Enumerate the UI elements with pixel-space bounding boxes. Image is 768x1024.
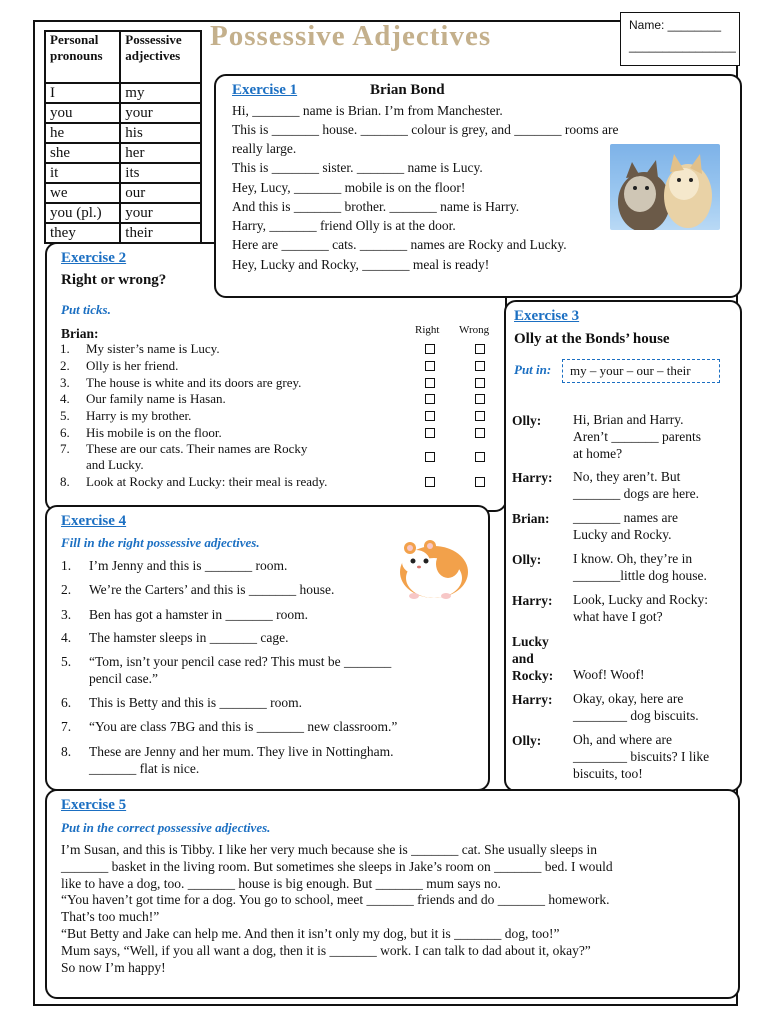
exercise-4-instruction: Fill in the right possessive adjectives.: [61, 535, 260, 550]
dialogue-line: Lucky and Rocky.: [573, 527, 672, 542]
speaker-label: Olly:: [512, 552, 542, 567]
table-header-personal: Personal pronouns: [45, 31, 120, 83]
exercise-4-sentence: Ben has got a hamster in _______ room.: [89, 607, 308, 622]
exercise-4-sentence: _______ flat is nice.: [89, 761, 200, 776]
name-label: Name: ________: [629, 18, 722, 32]
table-cell: you (pl.): [45, 203, 120, 223]
exercise-5-line: like to have a dog, too. _______ house is big enough. But _______ mum says no.: [61, 876, 501, 891]
statement-text: Our family name is Hasan.: [86, 391, 226, 406]
name-line[interactable]: ________________: [629, 39, 736, 53]
exercise-5-line: Mum says, “Well, if you all want a dog, then it is _______ work. I can talk to dad about it, okay?”: [61, 943, 591, 958]
exercise-2-instruction: Put ticks.: [61, 302, 111, 317]
right-checkbox[interactable]: [425, 428, 435, 438]
right-checkbox[interactable]: [425, 361, 435, 371]
item-number: 4.: [60, 391, 70, 406]
table-cell: I: [45, 83, 120, 103]
exercise-3-subtitle: Olly at the Bonds’ house: [514, 331, 670, 347]
exercise-5-line: I’m Susan, and this is Tibby. I like her very much because she is _______ cat. She usually sleeps in: [61, 842, 598, 857]
cats-photo: [610, 144, 720, 230]
wrong-checkbox[interactable]: [475, 411, 485, 421]
dialogue-line: _______little dog house.: [573, 568, 707, 583]
item-number: 2.: [60, 358, 70, 373]
dialogue-line: ________ dog biscuits.: [573, 708, 699, 723]
dialogue-line: _______ names are: [573, 510, 678, 525]
item-number: 8.: [60, 474, 70, 489]
right-checkbox[interactable]: [425, 411, 435, 421]
statement-text: His mobile is on the floor.: [86, 425, 222, 440]
cats-illustration: [610, 144, 720, 230]
table-cell: her: [120, 143, 201, 163]
exercise-1-line: This is _______ house. _______ colour is grey, and _______ rooms are: [232, 122, 619, 137]
item-number: 1.: [60, 341, 70, 356]
table-cell: your: [120, 103, 201, 123]
name-box[interactable]: [620, 12, 740, 66]
exercise-1-line: Hey, Lucky and Rocky, _______ meal is ready!: [232, 257, 490, 272]
statement-text: Olly is her friend.: [86, 358, 179, 373]
item-number: 5.: [60, 408, 70, 423]
right-checkbox[interactable]: [425, 394, 435, 404]
exercise-4-sentence: “You are class 7BG and this is _______ new classroom.”: [89, 719, 398, 734]
speaker-label: Harry:: [512, 470, 553, 485]
item-number: 3.: [60, 375, 70, 390]
item-number: 6.: [60, 425, 70, 440]
item-number: 7.: [61, 719, 72, 734]
item-number: 7.: [60, 441, 70, 456]
table-cell: our: [120, 183, 201, 203]
exercise-1-line: Hey, Lucy, _______ mobile is on the floor!: [232, 180, 466, 195]
table-cell: she: [45, 143, 120, 163]
item-number: 2.: [61, 582, 72, 597]
dialogue-line: biscuits, too!: [573, 766, 643, 781]
exercise-4-sentence: I’m Jenny and this is _______ room.: [89, 558, 288, 573]
wrong-checkbox[interactable]: [475, 428, 485, 438]
table-cell: they: [45, 223, 120, 243]
exercise-4-sentence: This is Betty and this is _______ room.: [89, 695, 303, 710]
wrong-checkbox[interactable]: [475, 378, 485, 388]
statement-text: Look at Rocky and Lucky: their meal is ready.: [86, 474, 328, 489]
exercise-2-title: Exercise 2: [61, 250, 127, 266]
dialogue-line: I know. Oh, they’re in: [573, 551, 693, 566]
table-cell: your: [120, 203, 201, 223]
word-box: my – your – our – their: [562, 359, 720, 383]
wrong-checkbox[interactable]: [475, 394, 485, 404]
exercise-4-title: Exercise 4: [61, 513, 127, 529]
exercise-4-sentence: The hamster sleeps in _______ cage.: [89, 630, 289, 645]
exercise-5-instruction: Put in the correct possessive adjectives.: [61, 820, 271, 835]
exercise-5-title: Exercise 5: [61, 797, 127, 813]
speaker-label: Olly:: [512, 413, 542, 428]
wrong-column-header: Wrong: [459, 324, 490, 336]
speaker-label: Harry:: [512, 593, 553, 608]
dialogue-line: Hi, Brian and Harry.: [573, 412, 684, 427]
exercise-1-line: Hi, _______ name is Brian. I’m from Manchester.: [232, 103, 503, 118]
right-checkbox[interactable]: [425, 452, 435, 462]
right-checkbox[interactable]: [425, 378, 435, 388]
speaker-label: Brian:: [512, 511, 550, 526]
table-cell: it: [45, 163, 120, 183]
dialogue-line: what have I got?: [573, 609, 663, 624]
statement-text: The house is white and its doors are grey.: [86, 375, 302, 390]
table-cell: his: [120, 123, 201, 143]
exercise-1-title: Exercise 1: [232, 82, 298, 98]
pronoun-table: [44, 30, 202, 244]
speaker-label: Olly:: [512, 733, 542, 748]
statement-text: Harry is my brother.: [86, 408, 192, 423]
wrong-checkbox[interactable]: [475, 452, 485, 462]
exercise-3-instruction: Put in:: [514, 362, 552, 377]
exercise-3-title: Exercise 3: [514, 308, 580, 324]
statement-text: and Lucky.: [86, 457, 144, 472]
hamster-illustration: [396, 534, 472, 602]
right-column-header: Right: [415, 324, 440, 336]
dialogue-line: Woof! Woof!: [573, 667, 645, 682]
exercise-4-sentence: pencil case.”: [89, 671, 158, 686]
item-number: 8.: [61, 744, 72, 759]
exercise-4-sentence: We’re the Carters’ and this is _______ house.: [89, 582, 335, 597]
dialogue-line: Oh, and where are: [573, 732, 672, 747]
exercise-5-line: That’s too much!”: [61, 909, 160, 924]
speaker-label: Lucky and Rocky:: [512, 634, 554, 683]
table-cell: we: [45, 183, 120, 203]
exercise-1-line: And this is _______ brother. _______ name is Harry.: [232, 199, 520, 214]
table-cell: he: [45, 123, 120, 143]
exercise-1-subtitle: Brian Bond: [370, 82, 445, 98]
item-number: 1.: [61, 558, 72, 573]
dialogue-line: Okay, okay, here are: [573, 691, 684, 706]
exercise-5-line: So now I’m happy!: [61, 960, 166, 975]
exercise-4-sentence: “Tom, isn’t your pencil case red? This must be _______: [89, 654, 392, 669]
exercise-1-line: Here are _______ cats. _______ names are Rocky and Lucky.: [232, 237, 567, 252]
wrong-checkbox[interactable]: [475, 361, 485, 371]
speaker-label: Harry:: [512, 692, 553, 707]
exercise-2-speaker: Brian:: [61, 326, 99, 341]
statement-text: My sister’s name is Lucy.: [86, 341, 220, 356]
item-number: 5.: [61, 654, 72, 669]
wrong-checkbox[interactable]: [475, 344, 485, 354]
statement-text: These are our cats. Their names are Rocky: [86, 441, 308, 456]
exercise-5-line: _______ basket in the living room. But sometimes she sleeps in Jake’s room on _______ bed. I would: [61, 859, 613, 874]
item-number: 3.: [61, 607, 72, 622]
exercise-2-subtitle: Right or wrong?: [61, 272, 167, 288]
dialogue-line: No, they aren’t. But: [573, 469, 681, 484]
dialogue-line: at home?: [573, 446, 623, 461]
dialogue-line: Look, Lucky and Rocky:: [573, 592, 708, 607]
wrong-checkbox[interactable]: [475, 477, 485, 487]
dialogue-line: Aren’t _______ parents: [573, 429, 701, 444]
table-cell: its: [120, 163, 201, 183]
dialogue-line: ________ biscuits? I like: [573, 749, 710, 764]
page-title: Possessive Adjectives: [210, 20, 492, 52]
item-number: 6.: [61, 695, 72, 710]
right-checkbox[interactable]: [425, 344, 435, 354]
exercise-1-line: Harry, _______ friend Olly is at the door.: [232, 218, 456, 233]
exercise-5-line: “But Betty and Jake can help me. And then it isn’t only my dog, but it is _______ dog, too!”: [61, 926, 560, 941]
dialogue-line: _______ dogs are here.: [573, 486, 699, 501]
table-header-possessive: Possessive adjectives: [120, 31, 201, 83]
table-cell: my: [120, 83, 201, 103]
table-cell: you: [45, 103, 120, 123]
exercise-4-sentence: These are Jenny and her mum. They live in Nottingham.: [89, 744, 394, 759]
item-number: 4.: [61, 630, 72, 645]
exercise-5-line: “You haven’t got time for a dog. You go to school, meet _______ friends and do _______ homework.: [61, 892, 610, 907]
table-cell: their: [120, 223, 201, 243]
right-checkbox[interactable]: [425, 477, 435, 487]
exercise-1-line: This is _______ sister. _______ name is Lucy.: [232, 160, 483, 175]
exercise-1-line: really large.: [232, 141, 297, 156]
